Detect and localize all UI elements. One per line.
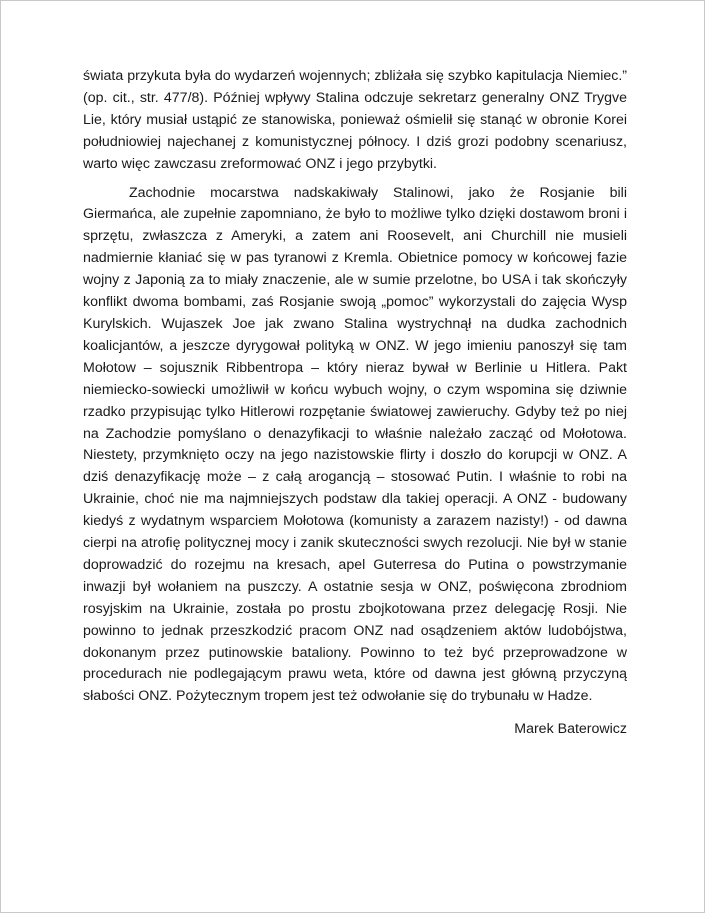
author-signature: Marek Baterowicz bbox=[514, 721, 627, 738]
document-body bbox=[83, 66, 627, 741]
paragraph-2: Zachodnie mocarstwa nadskakiwały Stalinowi, jako że Rosjanie bili Giermańca, ale zupełnie zapomniano, że było to możliwe tylko dzięki dostawom broni i sprzętu, zwłaszcza z Ameryki, a zatem ani Roosevelt, ani Churchill nie musieli nadmiernie kłaniać się w pas tyranowi z Kremla. Obietnice pomocy w końcowej fazie wojny z Japonią za to miały znaczenie, ale w sumie przelotne, bo USA i tak skończyły konflikt dwoma bombami, zaś Rosjanie swoją „pomoc” wykorzystali do zajęcia Wysp Kurylskich. Wujaszek Joe jak zwano Stalina wystrychnął na dudka zachodnich koalicjantów, a jeszcze dyrygował polityką w ONZ. W jego imieniu panoszył się tam Mołotow – sojusznik Ribbentropa – który nieraz bywał w Berlinie u Hitlera. Pakt niemiecko-sowiecki umożliwił w końcu wybuch wojny, o czym wspomina się dziwnie rzadko przypisując tylko Hitlerowi rozpętanie światowej zawieruchy. Gdyby też po niej na Zachodzie pomyślano o denazyfikacji to właśnie należało zacząć od Mołotowa. Niestety, przymknięto oczy na jego nazistowskie flirty i doszło do korupcji w ONZ. A dziś denazyfikację może – z całą arogancją – stosować Putin. I właśnie to robi na Ukrainie, choć nie ma najmniejszych podstaw dla takiej operacji. A ONZ - budowany kiedyś z wydatnym wsparciem Mołotowa (komunisty a zarazem nazisty!) - od dawna cierpi na atrofię politycznej mocy i zanik skuteczności swych rezolucji. Nie był w stanie doprowadzić do rozejmu na kresach, apel Guterresa do Putina o powstrzymanie inwazji był wołaniem na puszczy. A ostatnie sesja w ONZ, poświęcona zbrodniom rosyjskim na Ukrainie, została po prostu zbojkotowana przez delegację Rosji. Nie powinno to jednak przeszkodzić pracom ONZ nad osądzeniem aktów ludobójstwa, dokonanym przez putinowskie bataliony. Powinno to też być przeprowadzone w procedurach nie podlegającym prawu weta, które od dawna jest główną przyczyną słabości ONZ. Pożytecznym tropem jest też odwołanie się do trybunału w Hadze. bbox=[83, 184, 627, 705]
paragraph-1: świata przykuta była do wydarzeń wojennych; zbliżała się szybko kapitulacja Niemiec.” (op. cit., str. 477/8). Później wpływy Stalina odczuje sekretarz generalny ONZ Trygve Lie, który musiał ustąpić ze stanowiska, ponieważ ośmielił się stanąć w obronie Korei południowiej najechanej z komunistycznej północy. I dziś grozi podobny scenariusz, warto więc zawczasu zreformować ONZ i jego przybytki. bbox=[83, 68, 627, 172]
